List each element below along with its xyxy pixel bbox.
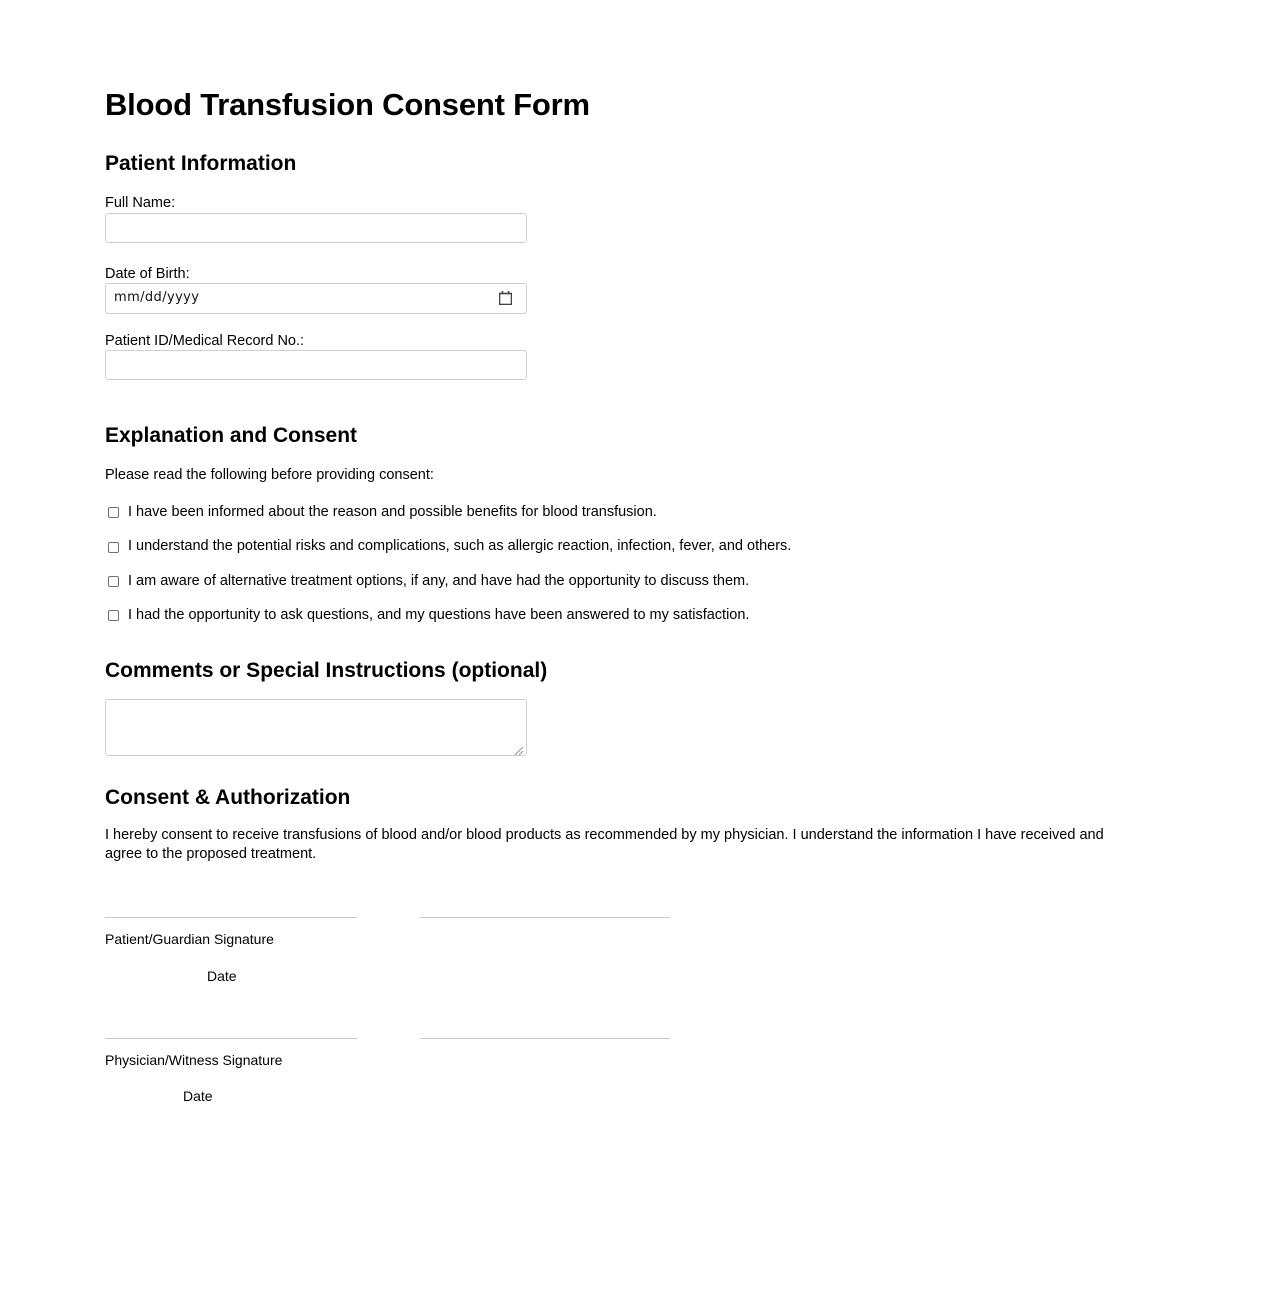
physician-date-line[interactable] xyxy=(420,1038,670,1039)
date-of-birth-placeholder: mm/dd/yyyy xyxy=(114,290,200,306)
page-title: Blood Transfusion Consent Form xyxy=(105,87,590,122)
signature-lines xyxy=(105,917,1278,918)
checkbox-label: I understand the potential risks and complications, such as allergic reaction, infection, fever, and others. xyxy=(128,538,792,555)
calendar-icon[interactable] xyxy=(499,291,512,305)
full-name-input[interactable] xyxy=(105,213,527,243)
comments-field xyxy=(105,699,527,756)
full-name-label: Full Name: xyxy=(105,195,176,212)
checkbox-aware-alternatives[interactable] xyxy=(108,576,119,587)
consent-checkbox-item[interactable] xyxy=(105,504,1278,521)
patient-signature-caption: Patient/Guardian Signature xyxy=(105,930,274,947)
consent-checkbox-item[interactable] xyxy=(105,538,1278,555)
physician-signature-line[interactable] xyxy=(105,1038,357,1039)
physician-date-label: Date xyxy=(183,1088,213,1105)
checkbox-label: I have been informed about the reason and possible benefits for blood transfusion. xyxy=(128,503,657,520)
section-heading-consent-authorization: Consent & Authorization xyxy=(105,785,351,809)
patient-date-line[interactable] xyxy=(420,917,670,918)
consent-authorization-paragraph: I hereby consent to receive transfusions of blood and/or blood products as recommended by my physician. I understand the information I have received and agree to the proposed treatment. xyxy=(105,826,1104,863)
checkbox-informed-benefits[interactable] xyxy=(108,507,119,518)
signature-block-patient xyxy=(105,917,1278,985)
checkbox-label: I am aware of alternative treatment options, if any, and have had the opportunity to discuss them. xyxy=(128,572,750,589)
patient-id-input[interactable] xyxy=(105,350,527,380)
consent-checkbox-list xyxy=(105,504,1278,625)
signature-line-spacer xyxy=(357,917,420,918)
consent-checkbox-item[interactable] xyxy=(105,573,1278,590)
explanation-intro-text: Please read the following before providing consent: xyxy=(105,466,434,483)
date-of-birth-label: Date of Birth: xyxy=(105,265,190,282)
signature-lines xyxy=(105,1038,1278,1039)
consent-checkbox-item[interactable] xyxy=(105,607,1278,624)
patient-id-label: Patient ID/Medical Record No.: xyxy=(105,333,305,350)
section-heading-comments: Comments or Special Instructions (optional) xyxy=(105,658,548,682)
signature-line-spacer xyxy=(357,1038,420,1039)
checkbox-label: I had the opportunity to ask questions, and my questions have been answered to my satisfaction. xyxy=(128,607,750,624)
checkbox-understand-risks[interactable] xyxy=(108,542,119,553)
patient-signature-line[interactable] xyxy=(105,917,357,918)
section-heading-patient-information: Patient Information xyxy=(105,152,297,176)
patient-date-label: Date xyxy=(207,967,237,984)
section-heading-explanation-and-consent: Explanation and Consent xyxy=(105,424,358,448)
physician-signature-caption: Physician/Witness Signature xyxy=(105,1051,283,1068)
signature-block-physician xyxy=(105,1038,1278,1106)
date-of-birth-input[interactable] xyxy=(105,283,527,314)
checkbox-questions-answered[interactable] xyxy=(108,610,119,621)
comments-textarea[interactable] xyxy=(105,699,527,756)
date-of-birth-field xyxy=(105,283,527,314)
